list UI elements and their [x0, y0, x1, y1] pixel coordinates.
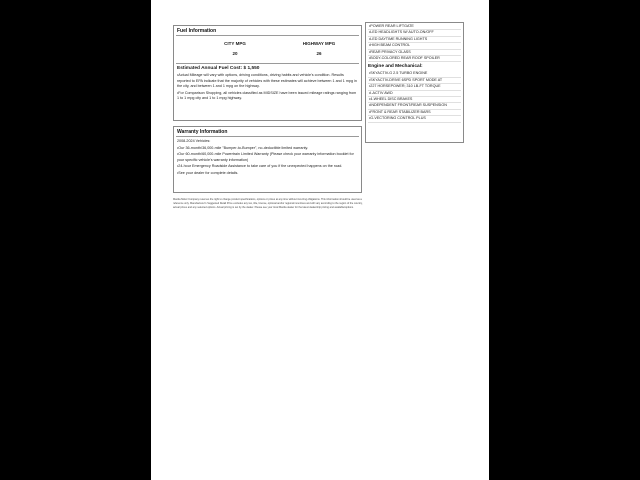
- city-mpg: [200, 41, 270, 57]
- warranty-item: •See your dealer for complete details.: [177, 170, 239, 175]
- mpg-ratings: [174, 39, 361, 63]
- feature-item: •INDEPENDENT FRONT/REAR SUSPENSION: [368, 103, 461, 109]
- feature-item: •HIGH BEAM CONTROL: [368, 43, 461, 49]
- annual-fuel-cost: Estimated Annual Fuel Cost: $ 1,550: [177, 66, 260, 71]
- warranty-years: 2008-2024 Vehicles:: [177, 139, 211, 143]
- feature-item: •BODY-COLORED REAR ROOF SPOILER: [368, 56, 461, 62]
- city-mpg-label: CITY MPG: [224, 41, 246, 46]
- fuel-notes: [174, 73, 361, 102]
- divider: [176, 35, 359, 36]
- highway-mpg-label: HIGHWAY MPG: [302, 41, 336, 46]
- feature-item: •4-WHEEL DISC BRAKES: [368, 97, 461, 103]
- feature-item: •G-VECTORING CONTROL PLUS: [368, 116, 461, 122]
- warranty-item: •Our 60-month/60,000-mile Powertrain Limited Warranty (Please check your warranty information booklet for your specific vehicle's warranty information): [177, 152, 354, 162]
- fuel-note: •Actual Mileage will vary with options, driving conditions, driving habits and vehicle's condition. Results reported to EPA indicate that the majority of vehicles with these estimates will achieve between 1 and 1 mpg in the city, and between 1 and 1 mpg on the highway.: [177, 73, 357, 89]
- fuel-note: •For Comparison Shopping, all vehicles classified as MIDSIZE have been issued mileage ratings ranging from 1 to 1 mpg city and 1 to 1 mpg highway.: [177, 90, 357, 101]
- feature-item: •LED HEADLIGHTS W/ AUTO-ON/OFF: [368, 30, 461, 36]
- feature-item: •SKYACTIV-G 2.5 TURBO ENGINE: [368, 71, 461, 77]
- feature-item: •FRONT & REAR STABILIZER BARS: [368, 110, 461, 116]
- feature-item: •REAR PRIVACY GLASS: [368, 50, 461, 56]
- warranty-information-panel: [173, 126, 362, 193]
- feature-item: •POWER REAR LIFTGATE: [368, 24, 461, 30]
- feature-item: •I-ACTIV AWD: [368, 91, 461, 97]
- legal-disclaimer: Mazda Motor Company reserves the right to change product specifications, options or prices at any time without incurring obligations. This information should be used as a reference only. Manufacturer's Suggested Retail Price excludes any tax, title, license, optional and/or regional incentives and will vary according to the region of the country, actual prices and any selected options. Actual pricing is set by the dealer. Please see your local Mazda dealer for the latest dealership pricing and available/options.: [173, 198, 363, 210]
- highway-mpg: [284, 41, 354, 57]
- exterior-feature-list: [368, 24, 461, 62]
- feature-item: •227 HORSEPOWER; 310 LB-FT TORQUE: [368, 84, 461, 90]
- warranty-item: •24-hour Emergency Roadside Assistance to take care of you if the unexpected happens on the road.: [177, 164, 343, 169]
- features-panel: [365, 22, 464, 143]
- city-mpg-value: 20: [232, 51, 238, 56]
- window-sticker-page: [151, 0, 489, 480]
- engine-feature-list: [368, 71, 461, 122]
- warranty-item: •Our 36-month/36,000-mile "Bumper-to-Bumper", no-deductible limited warranty.: [177, 145, 309, 150]
- feature-item: •SKYACTIV-DRIVE 6SPD SPORT MODE AT: [368, 78, 461, 84]
- engine-heading: Engine and Mechanical:: [368, 64, 423, 70]
- feature-item: •LED DAYTIME RUNNING LIGHTS: [368, 37, 461, 43]
- fuel-title: Fuel Information: [177, 28, 217, 34]
- warranty-title: Warranty Information: [177, 129, 228, 135]
- highway-mpg-value: 26: [316, 51, 322, 56]
- fuel-information-panel: [173, 25, 362, 121]
- warranty-details: [174, 137, 361, 177]
